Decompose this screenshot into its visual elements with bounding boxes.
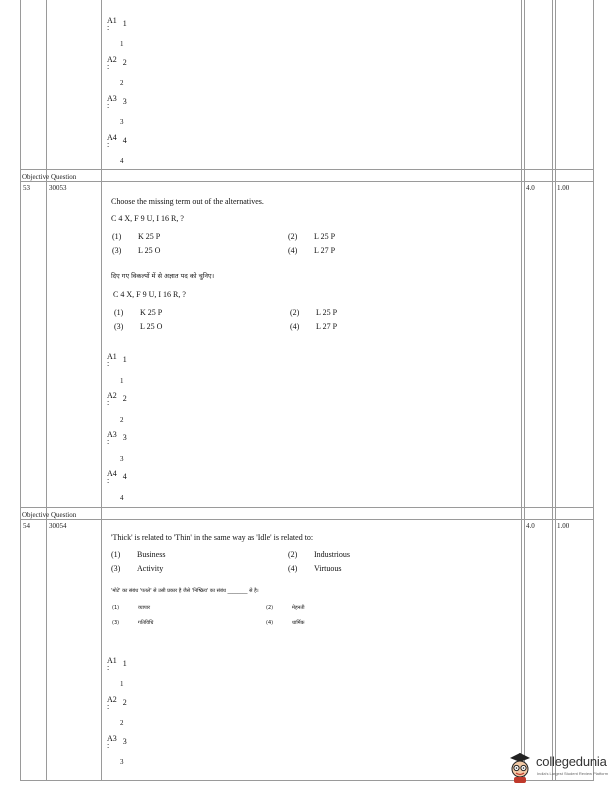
answer-label-a2: A2 2 :	[107, 391, 127, 407]
grid-line	[20, 181, 594, 182]
grid-line	[20, 0, 21, 780]
section-label: Objective Question	[22, 511, 77, 519]
collegedunia-logo	[506, 750, 609, 786]
answer-value: 4	[120, 494, 124, 502]
grid-line	[20, 507, 594, 508]
answer-value: 2	[120, 416, 124, 424]
option-4: (4) L 27 P	[288, 246, 336, 255]
option-4-hindi: (4) L 27 P	[290, 322, 338, 331]
question-negative-marks: 1.00	[557, 522, 570, 530]
option-1: (1) Business	[111, 550, 166, 559]
answer-value: 4	[120, 157, 124, 165]
grid-line	[552, 0, 553, 780]
answer-label-a4: A4 4 :	[107, 469, 127, 485]
question-text-hindi: दिए गए विकल्पों में से अज्ञात पद को चुनिए।	[111, 272, 215, 280]
answer-value: 1	[120, 680, 124, 688]
answer-value: 2	[120, 719, 124, 727]
answer-label-a2: A2 2 :	[107, 55, 127, 71]
option-3: (3) L 25 O	[112, 246, 161, 255]
question-number: 53	[23, 184, 30, 192]
answer-value: 1	[120, 40, 124, 48]
question-marks: 4.0	[526, 522, 535, 530]
question-number: 54	[23, 522, 30, 530]
grid-line	[524, 0, 525, 780]
option-3-hindi: (3) गतिविधि	[112, 620, 154, 626]
answer-label-a1: A1 1 :	[107, 16, 127, 32]
grid-line	[20, 519, 594, 520]
answer-label-a3: A3 3 :	[107, 94, 127, 110]
option-2: (2) L 25 P	[288, 232, 336, 241]
question-series-english: C 4 X, F 9 U, I 16 R, ?	[111, 214, 184, 223]
option-3: (3) Activity	[111, 564, 164, 573]
option-3-hindi: (3) L 25 O	[114, 322, 163, 331]
grid-line	[593, 0, 594, 780]
option-2: (2) Industrious	[288, 550, 350, 559]
answer-value: 1	[120, 377, 124, 385]
question-negative-marks: 1.00	[557, 184, 570, 192]
logo-name: collegedunia	[536, 754, 607, 769]
answer-label-a2: A2 2 :	[107, 695, 127, 711]
question-series-hindi: C 4 X, F 9 U, I 16 R, ?	[113, 290, 186, 299]
answer-label-a3: A3 3 :	[107, 734, 127, 750]
option-1: (1) K 25 P	[112, 232, 161, 241]
question-text-english: Choose the missing term out of the alternatives.	[111, 197, 264, 206]
option-1-hindi: (1) व्यापार	[112, 605, 151, 611]
answer-label-a1: A1 1 :	[107, 656, 127, 672]
grid-line	[101, 0, 102, 780]
mascot-icon	[506, 750, 534, 784]
answer-label-a1: A1 1 :	[107, 352, 127, 368]
answer-label-a4: A4 4 :	[107, 133, 127, 149]
answer-value: 3	[120, 118, 124, 126]
option-2-hindi: (2) L 25 P	[290, 308, 338, 317]
answer-value: 2	[120, 79, 124, 87]
logo-tagline: India's Largest Student Review Platform	[537, 771, 609, 776]
section-label: Objective Question	[22, 173, 77, 181]
option-4-hindi: (4) धार्मिक	[266, 620, 305, 626]
grid-line	[555, 0, 556, 780]
answer-value: 3	[120, 455, 124, 463]
answer-label-a3: A3 3 :	[107, 430, 127, 446]
question-id: 30054	[49, 522, 67, 530]
option-4: (4) Virtuous	[288, 564, 342, 573]
grid-line	[46, 0, 47, 780]
question-text-english: 'Thick' is related to 'Thin' in the same way as 'Idle' is related to:	[111, 533, 314, 542]
option-1-hindi: (1) K 25 P	[114, 308, 163, 317]
option-2-hindi: (2) मेहनती	[266, 605, 305, 611]
question-text-hindi: 'मोटे' का संबंध 'पतले' से उसी प्रकार है जैसे 'निष्क्रिय' का संबंध ________ से है।	[111, 588, 259, 594]
grid-line	[20, 169, 594, 170]
answer-value: 3	[120, 758, 124, 766]
grid-line	[521, 0, 522, 780]
question-marks: 4.0	[526, 184, 535, 192]
question-id: 30053	[49, 184, 67, 192]
